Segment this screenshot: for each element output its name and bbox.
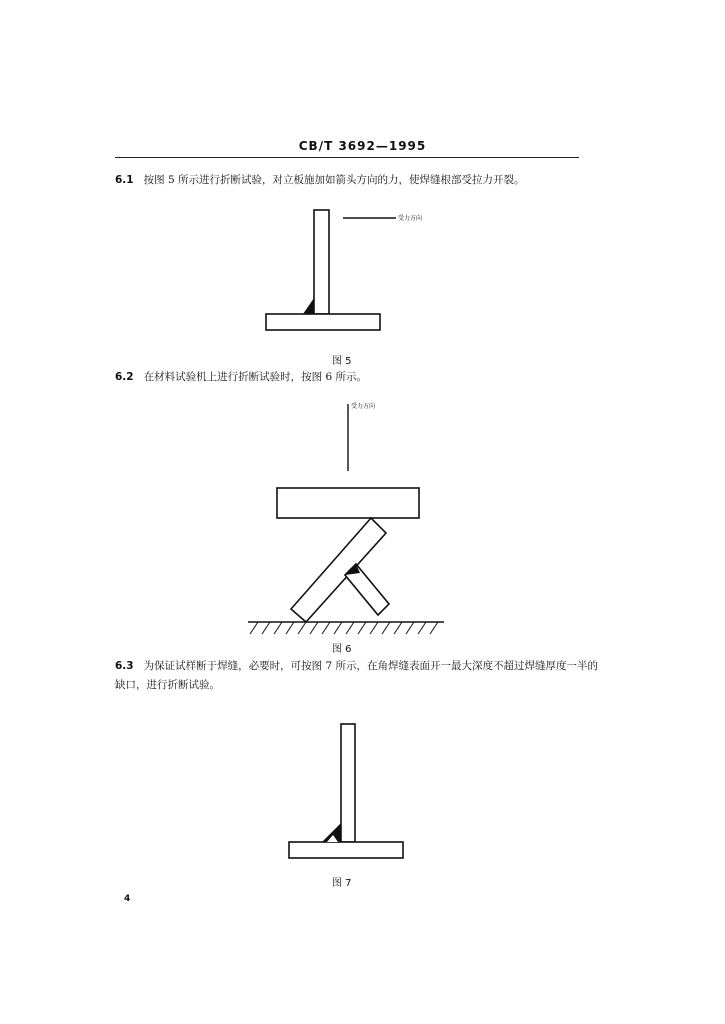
- figure-6-diagram: [248, 404, 444, 634]
- section-number: 6.3: [115, 660, 134, 672]
- figure-5-diagram: [266, 210, 396, 330]
- section-6-3-line2: 缺口，进行折断试验。: [115, 679, 220, 691]
- vertical-plate: [314, 210, 329, 314]
- section-number: 6.2: [115, 371, 134, 383]
- force-direction-label: 受力方向: [398, 215, 423, 222]
- section-text-line1: 为保证试样断于焊缝，必要时，可按图 7 所示，在角焊缝表面开一最大深度不超过焊缝厚度一半的: [143, 660, 598, 672]
- section-text: 在材料试验机上进行折断试验时，按图 6 所示。: [143, 371, 367, 383]
- figure-7-diagram: [289, 724, 403, 858]
- force-direction-label: 受力方向: [351, 403, 376, 410]
- base-plate: [289, 842, 403, 858]
- press-plate: [277, 488, 419, 518]
- figure-6-caption: 图 6: [332, 644, 352, 655]
- vertical-plate: [341, 724, 355, 842]
- section-text: 按图 5 所示进行折断试验，对立板施加如箭头方向的力，使焊缝根部受拉力开裂。: [143, 174, 525, 186]
- figure-7-caption: 图 7: [332, 878, 352, 889]
- base-plate: [266, 314, 380, 330]
- document-header: CB/T 3692—1995: [298, 139, 427, 153]
- page-number: 4: [124, 894, 131, 904]
- figure-5-caption: 图 5: [332, 356, 352, 367]
- weld-fillet: [303, 298, 314, 314]
- section-number: 6.1: [115, 174, 134, 186]
- ground-hatching: [250, 622, 438, 634]
